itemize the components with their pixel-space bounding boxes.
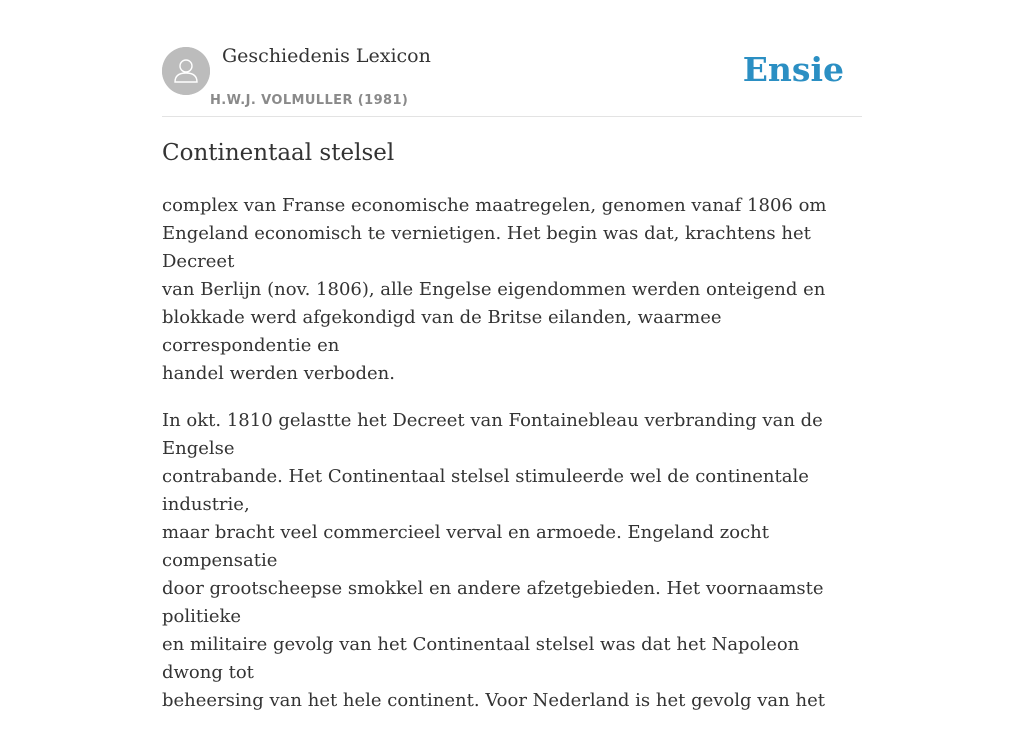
paragraph-2-line: In okt. 1810 gelastte het Decreet van Fontainebleau verbranding van de Engelse [162, 410, 823, 459]
paragraph-1-line: van Berlijn (nov. 1806), alle Engelse eigendommen werden onteigend en [162, 279, 826, 300]
source-title-link[interactable]: Geschiedenis Lexicon [222, 45, 431, 67]
paragraph-2-line: beheersing van het hele continent. Voor Nederland is het gevolg van het [162, 690, 825, 711]
paragraph-2-line: en militaire gevolg van het Continentaal stelsel was dat het Napoleon dwong tot [162, 634, 800, 683]
paragraph-2-line: maar bracht veel commercieel verval en armoede. Engeland zocht compensatie [162, 522, 769, 571]
ensie-logo[interactable]: Ensie [742, 50, 844, 89]
entry-title: Continentaal stelsel [162, 140, 395, 166]
paragraph-2 [162, 407, 862, 715]
paragraph-2-line: door grootscheepse smokkel en andere afzetgebieden. Het voornaamste politieke [162, 578, 824, 627]
source-header [162, 0, 862, 117]
content-container [162, 0, 862, 711]
paragraph-1-line: handel werden verboden. [162, 363, 395, 384]
paragraph-1-line: complex van Franse economische maatregelen, genomen vanaf 1806 om [162, 195, 827, 216]
source-author: H.W.J. VOLMULLER (1981) [210, 93, 409, 108]
article-body [162, 192, 862, 734]
user-silhouette-icon[interactable] [162, 47, 210, 95]
paragraph-2-line: contrabande. Het Continentaal stelsel stimuleerde wel de continentale industrie, [162, 466, 809, 515]
paragraph-1-line: Engeland economisch te vernietigen. Het begin was dat, krachtens het Decreet [162, 223, 811, 272]
paragraph-1 [162, 192, 862, 388]
paragraph-1-line: blokkade werd afgekondigd van de Britse eilanden, waarmee correspondentie en [162, 307, 722, 356]
